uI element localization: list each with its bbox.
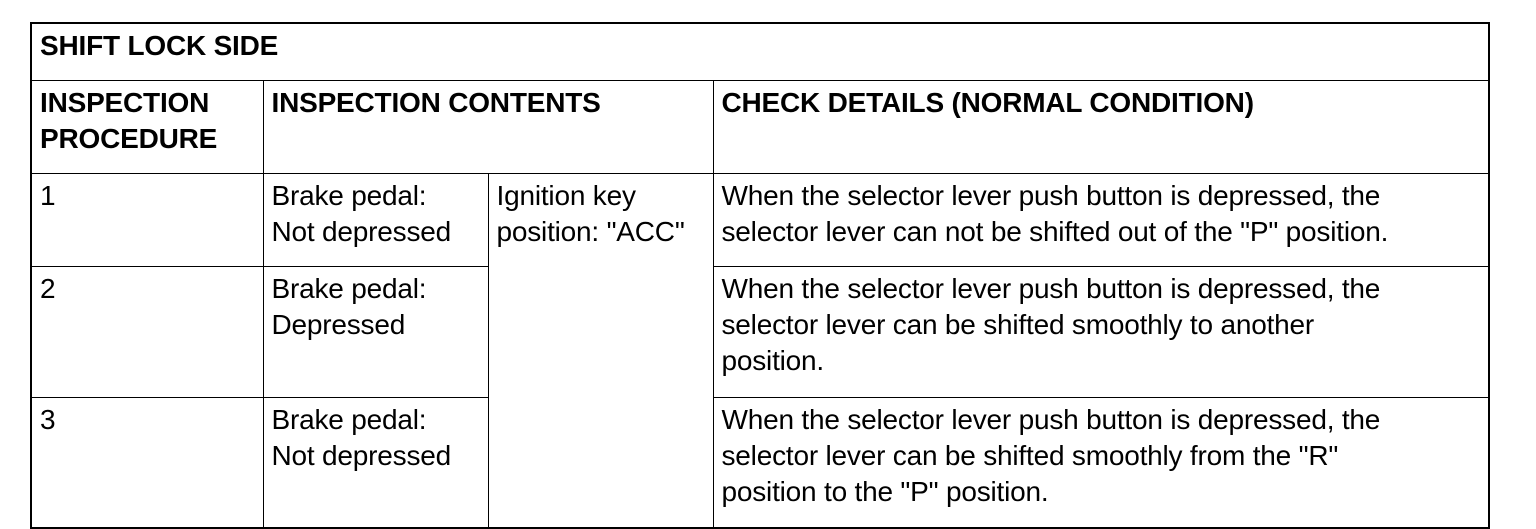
table-row	[31, 398, 1489, 529]
table-title: SHIFT LOCK SIDE	[31, 23, 1489, 81]
brake-pedal-line-1: Brake pedal:	[271, 273, 427, 304]
brake-pedal-line-1: Brake pedal:	[271, 180, 427, 211]
brake-pedal-line-1: Brake pedal:	[271, 404, 427, 435]
check-details-cell	[713, 398, 1489, 529]
brake-pedal-cell	[263, 174, 488, 267]
ignition-line-2: position: "ACC"	[496, 216, 685, 247]
ignition-key-cell	[488, 174, 713, 529]
details-line-2: selector lever can not be shifted out of the "P" position.	[721, 216, 1389, 247]
header-inspection-procedure	[31, 81, 263, 174]
brake-pedal-line-2: Not depressed	[271, 440, 452, 471]
details-line-1: When the selector lever push button is depressed, the	[721, 273, 1381, 304]
details-line-2: selector lever can be shifted smoothly to another	[721, 309, 1315, 340]
details-line-2: selector lever can be shifted smoothly from the "R"	[721, 440, 1339, 471]
procedure-cell: 3	[31, 398, 263, 529]
brake-pedal-cell	[263, 267, 488, 398]
check-details-cell	[713, 174, 1489, 267]
brake-pedal-line-2: Depressed	[271, 309, 406, 340]
details-line-3: position.	[721, 345, 824, 376]
header-check-details: CHECK DETAILS (NORMAL CONDITION)	[713, 81, 1489, 174]
table-row	[31, 267, 1489, 398]
header-inspection-contents: INSPECTION CONTENTS	[263, 81, 713, 174]
header-procedure-line-1: INSPECTION	[40, 87, 210, 118]
details-line-3: position to the "P" position.	[721, 476, 1049, 507]
procedure-cell: 1	[31, 174, 263, 267]
procedure-cell: 2	[31, 267, 263, 398]
brake-pedal-line-2: Not depressed	[271, 216, 452, 247]
header-procedure-line-2: PROCEDURE	[40, 123, 218, 154]
shift-lock-inspection-table	[30, 22, 1490, 529]
brake-pedal-cell	[263, 398, 488, 529]
title-row	[31, 23, 1489, 81]
table-row	[31, 174, 1489, 267]
ignition-line-1: Ignition key	[496, 180, 636, 211]
details-line-1: When the selector lever push button is depressed, the	[721, 180, 1381, 211]
header-row	[31, 81, 1489, 174]
details-line-1: When the selector lever push button is depressed, the	[721, 404, 1381, 435]
check-details-cell	[713, 267, 1489, 398]
